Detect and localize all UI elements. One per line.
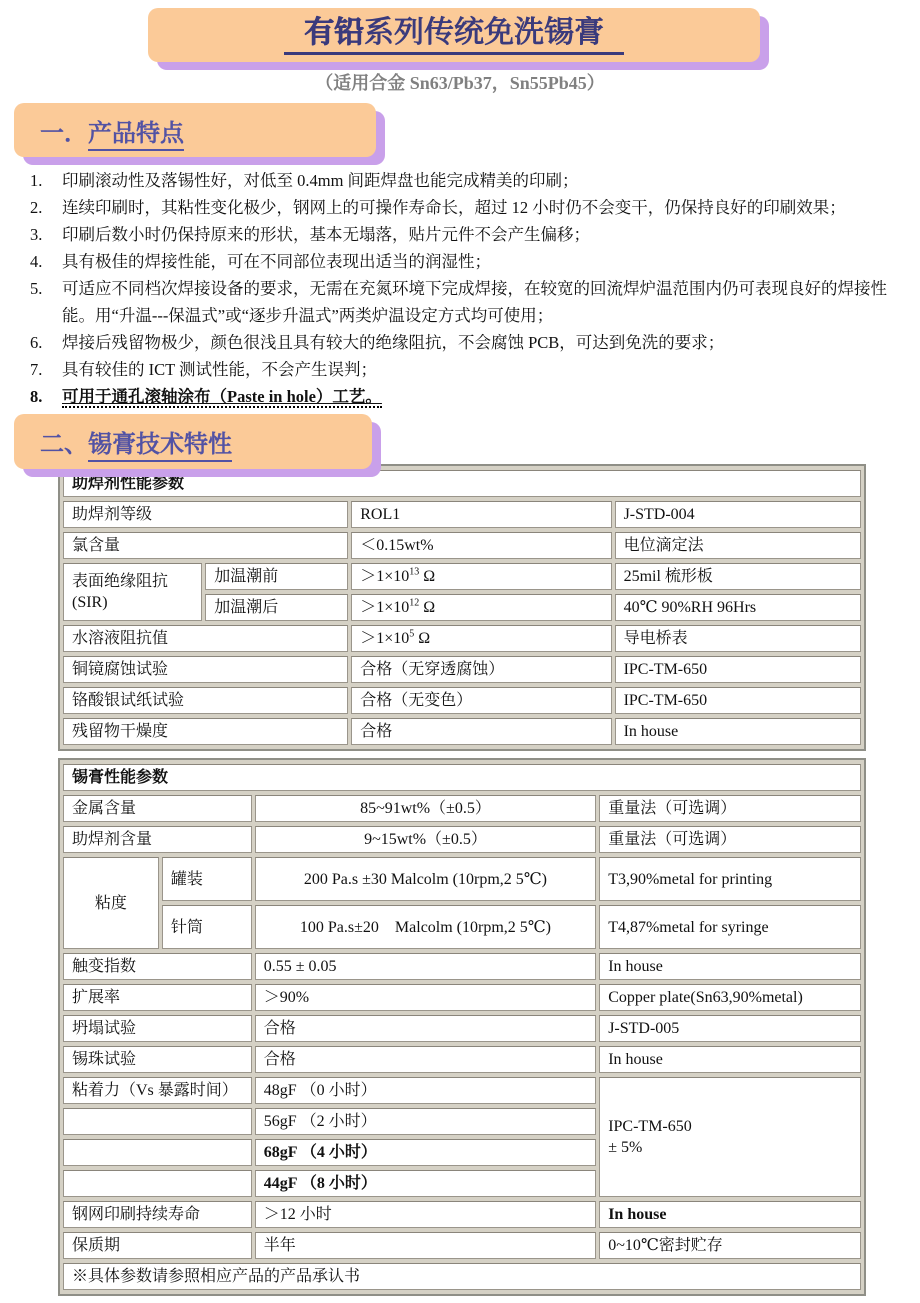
row-method-cell: J-STD-004	[615, 501, 861, 528]
value-base: ＞1×10	[360, 630, 410, 647]
feature-item-number: 3.	[30, 225, 43, 244]
row-sublabel-cell: 罐装	[162, 857, 252, 901]
row-method-cell: 重量法（可选调）	[599, 826, 861, 853]
feature-item-number: 7.	[30, 360, 43, 379]
row-value-cell: 200 Pa.s ±30 Malcolm (10rpm,2 5℃)	[255, 857, 596, 901]
feature-item-number: 5.	[30, 279, 43, 298]
row-label-cell: 铬酸银试纸试验	[63, 687, 348, 714]
value-unit: Ω	[419, 568, 436, 585]
flux-table-header: 助焊剂性能参数	[63, 470, 861, 497]
row-method-cell: 0~10℃密封贮存	[599, 1232, 861, 1259]
list-item	[30, 248, 910, 275]
feature-item-text: 焊接后残留物极少，颜色很浅且具有较大的绝缘阻抗，不会腐蚀 PCB，可达到免洗的要求；	[62, 333, 725, 352]
table-row	[63, 470, 861, 497]
section-1-heading-banner	[14, 103, 376, 157]
feature-item-text: 连续印刷时，其粘性变化极少，钢网上的可操作寿命长，超过 12 小时仍不会变干，仍保持良好的印刷效果；	[62, 198, 846, 217]
list-item	[30, 167, 910, 194]
row-method-cell: 重量法（可选调）	[599, 795, 861, 822]
feature-list	[30, 167, 910, 410]
table-footnote: ※具体参数请参照相应产品的产品承认书	[63, 1263, 861, 1290]
title-banner	[148, 8, 760, 62]
row-label-cell-empty	[63, 1170, 252, 1197]
row-value-cell	[351, 563, 611, 590]
table-row	[63, 857, 861, 901]
row-label-cell: 锡珠试验	[63, 1046, 252, 1073]
row-label-cell: 扩展率	[63, 984, 252, 1011]
row-value-cell	[351, 594, 611, 621]
row-value-cell: 48gF （0 小时）	[255, 1077, 596, 1104]
table-row	[63, 1232, 861, 1259]
row-value-cell: ＜0.15wt%	[351, 532, 611, 559]
section-2-heading	[40, 424, 232, 459]
page-subtitle: （适用合金 Sn63/Pb37，Sn55Pb45）	[315, 73, 605, 93]
row-label-cell-viscosity: 粘度	[63, 857, 159, 949]
row-value-cell: 合格	[255, 1046, 596, 1073]
table-row	[63, 953, 861, 980]
row-method-cell: In house	[599, 953, 861, 980]
tack-method-line2: ± 5%	[608, 1139, 643, 1156]
value-exponent: 5	[409, 628, 415, 640]
value-unit: Ω	[414, 630, 431, 647]
list-item	[30, 221, 910, 248]
row-method-cell: In house	[615, 718, 861, 745]
feature-item-number: 6.	[30, 333, 43, 352]
list-item	[30, 383, 910, 410]
row-method-cell: T4,87%metal for syringe	[599, 905, 861, 949]
row-label-cell-sir	[63, 563, 202, 621]
table-row	[63, 1201, 861, 1228]
table-row	[63, 764, 861, 791]
row-value-cell: 合格	[255, 1015, 596, 1042]
tack-method-line1: IPC-TM-650	[608, 1118, 692, 1135]
list-item	[30, 356, 910, 383]
sir-label-line2: (SIR)	[72, 594, 108, 611]
section-1-heading	[40, 113, 184, 148]
feature-item-text: 印刷后数小时仍保持原来的形状，基本无塌落，贴片元件不会产生偏移；	[62, 225, 590, 244]
row-sublabel-cell: 针筒	[162, 905, 252, 949]
list-item	[30, 275, 910, 329]
row-value-cell: 100 Pa.s±20 Malcolm (10rpm,2 5℃)	[255, 905, 596, 949]
sir-label-line1: 表面绝缘阻抗	[72, 573, 169, 590]
row-label-cell-empty	[63, 1108, 252, 1135]
value-base: ＞1×10	[360, 599, 410, 616]
value-exponent: 12	[409, 597, 420, 609]
row-method-cell: IPC-TM-650	[615, 687, 861, 714]
section-1-title: 产品特点	[88, 121, 184, 151]
table-row	[63, 656, 861, 683]
table-row	[63, 905, 861, 949]
page-title-rest: 系列传统免洗锡膏	[364, 16, 604, 49]
row-method-cell: 25mil 梳形板	[615, 563, 861, 590]
row-method-cell: 电位滴定法	[615, 532, 861, 559]
row-method-cell: IPC-TM-650	[615, 656, 861, 683]
row-value-cell: 0.55 ± 0.05	[255, 953, 596, 980]
row-method-cell: 导电桥表	[615, 625, 861, 652]
feature-item-text: 具有较佳的 ICT 测试性能，不会产生误判；	[62, 360, 378, 379]
list-item	[30, 329, 910, 356]
row-method-cell: T3,90%metal for printing	[599, 857, 861, 901]
feature-item-number: 2.	[30, 198, 43, 217]
section-2-heading-banner	[14, 414, 372, 469]
row-sublabel-cell: 加温潮前	[205, 563, 348, 590]
row-value-cell: 合格（无变色）	[351, 687, 611, 714]
row-label-cell: 铜镜腐蚀试验	[63, 656, 348, 683]
row-label-cell: 触变指数	[63, 953, 252, 980]
row-value-cell: 半年	[255, 1232, 596, 1259]
flux-params-table	[58, 464, 866, 751]
table-row	[63, 625, 861, 652]
row-label-cell-empty	[63, 1139, 252, 1166]
table-row	[63, 718, 861, 745]
row-value-cell: 合格	[351, 718, 611, 745]
feature-item-number: 4.	[30, 252, 43, 271]
feature-item-text: 印刷滚动性及落锡性好，对低至 0.4mm 间距焊盘也能完成精美的印刷；	[62, 171, 579, 190]
section-2-title: 锡膏技术特性	[88, 432, 232, 462]
row-label-cell: 氯含量	[63, 532, 348, 559]
row-value-cell: ＞12 小时	[255, 1201, 596, 1228]
row-sublabel-cell: 加温潮后	[205, 594, 348, 621]
value-unit: Ω	[419, 599, 436, 616]
row-value-cell: ＞90%	[255, 984, 596, 1011]
table-row	[63, 532, 861, 559]
paste-table-header: 锡膏性能参数	[63, 764, 861, 791]
feature-item-text: 具有极佳的焊接性能，可在不同部位表现出适当的润湿性；	[62, 252, 491, 271]
row-method-cell: In house	[599, 1046, 861, 1073]
table-row	[63, 1046, 861, 1073]
row-value-cell: 9~15wt%（±0.5）	[255, 826, 596, 853]
row-label-cell: 粘着力（Vs 暴露时间）	[63, 1077, 252, 1104]
page-title-lead: 有铅	[304, 16, 364, 49]
row-value-cell: 68gF （4 小时）	[255, 1139, 596, 1166]
table-row	[63, 563, 861, 590]
table-row	[63, 795, 861, 822]
row-label-cell: 坍塌试验	[63, 1015, 252, 1042]
value-base: ＞1×10	[360, 568, 410, 585]
list-item	[30, 194, 910, 221]
row-label-cell: 残留物干燥度	[63, 718, 348, 745]
value-exponent: 13	[409, 566, 420, 578]
row-label-cell: 助焊剂等级	[63, 501, 348, 528]
row-value-cell: 85~91wt%（±0.5）	[255, 795, 596, 822]
row-value-cell: ROL1	[351, 501, 611, 528]
table-row	[63, 1263, 861, 1290]
section-1-number: 一．	[40, 120, 88, 147]
row-label-cell: 助焊剂含量	[63, 826, 252, 853]
section-2-number: 二、	[40, 432, 88, 458]
tables-area	[58, 464, 866, 1303]
table-row	[63, 826, 861, 853]
row-label-cell: 金属含量	[63, 795, 252, 822]
row-label-cell: 保质期	[63, 1232, 252, 1259]
feature-item-text-underlined: 可用于通孔滚轴涂布（Paste in hole）工艺。	[62, 387, 382, 406]
row-value-cell	[351, 625, 611, 652]
row-method-cell: Copper plate(Sn63,90%metal)	[599, 984, 861, 1011]
table-row	[63, 984, 861, 1011]
row-method-cell-tack	[599, 1077, 861, 1197]
feature-item-text	[62, 383, 910, 410]
row-value-cell: 44gF （8 小时）	[255, 1170, 596, 1197]
page-title	[284, 15, 624, 55]
feature-item-number: 8.	[30, 387, 43, 406]
table-row	[63, 687, 861, 714]
row-method-cell: J-STD-005	[599, 1015, 861, 1042]
feature-item-number: 1.	[30, 171, 43, 190]
row-label-cell: 水溶液阻抗值	[63, 625, 348, 652]
table-row	[63, 1015, 861, 1042]
row-label-cell: 钢网印刷持续寿命	[63, 1201, 252, 1228]
row-method-cell: In house	[599, 1201, 861, 1228]
paste-params-table	[58, 758, 866, 1296]
row-method-cell: 40℃ 90%RH 96Hrs	[615, 594, 861, 621]
feature-item-text: 可适应不同档次焊接设备的要求，无需在充氮环境下完成焊接，在较宽的回流焊炉温范围内仍可表现良好的焊接性能。用“升温---保温式”或“逐步升温式”两类炉温设定方式均可使用；	[62, 279, 887, 325]
row-value-cell: 合格（无穿透腐蚀）	[351, 656, 611, 683]
row-value-cell: 56gF （2 小时）	[255, 1108, 596, 1135]
table-row	[63, 1077, 861, 1104]
table-row	[63, 501, 861, 528]
